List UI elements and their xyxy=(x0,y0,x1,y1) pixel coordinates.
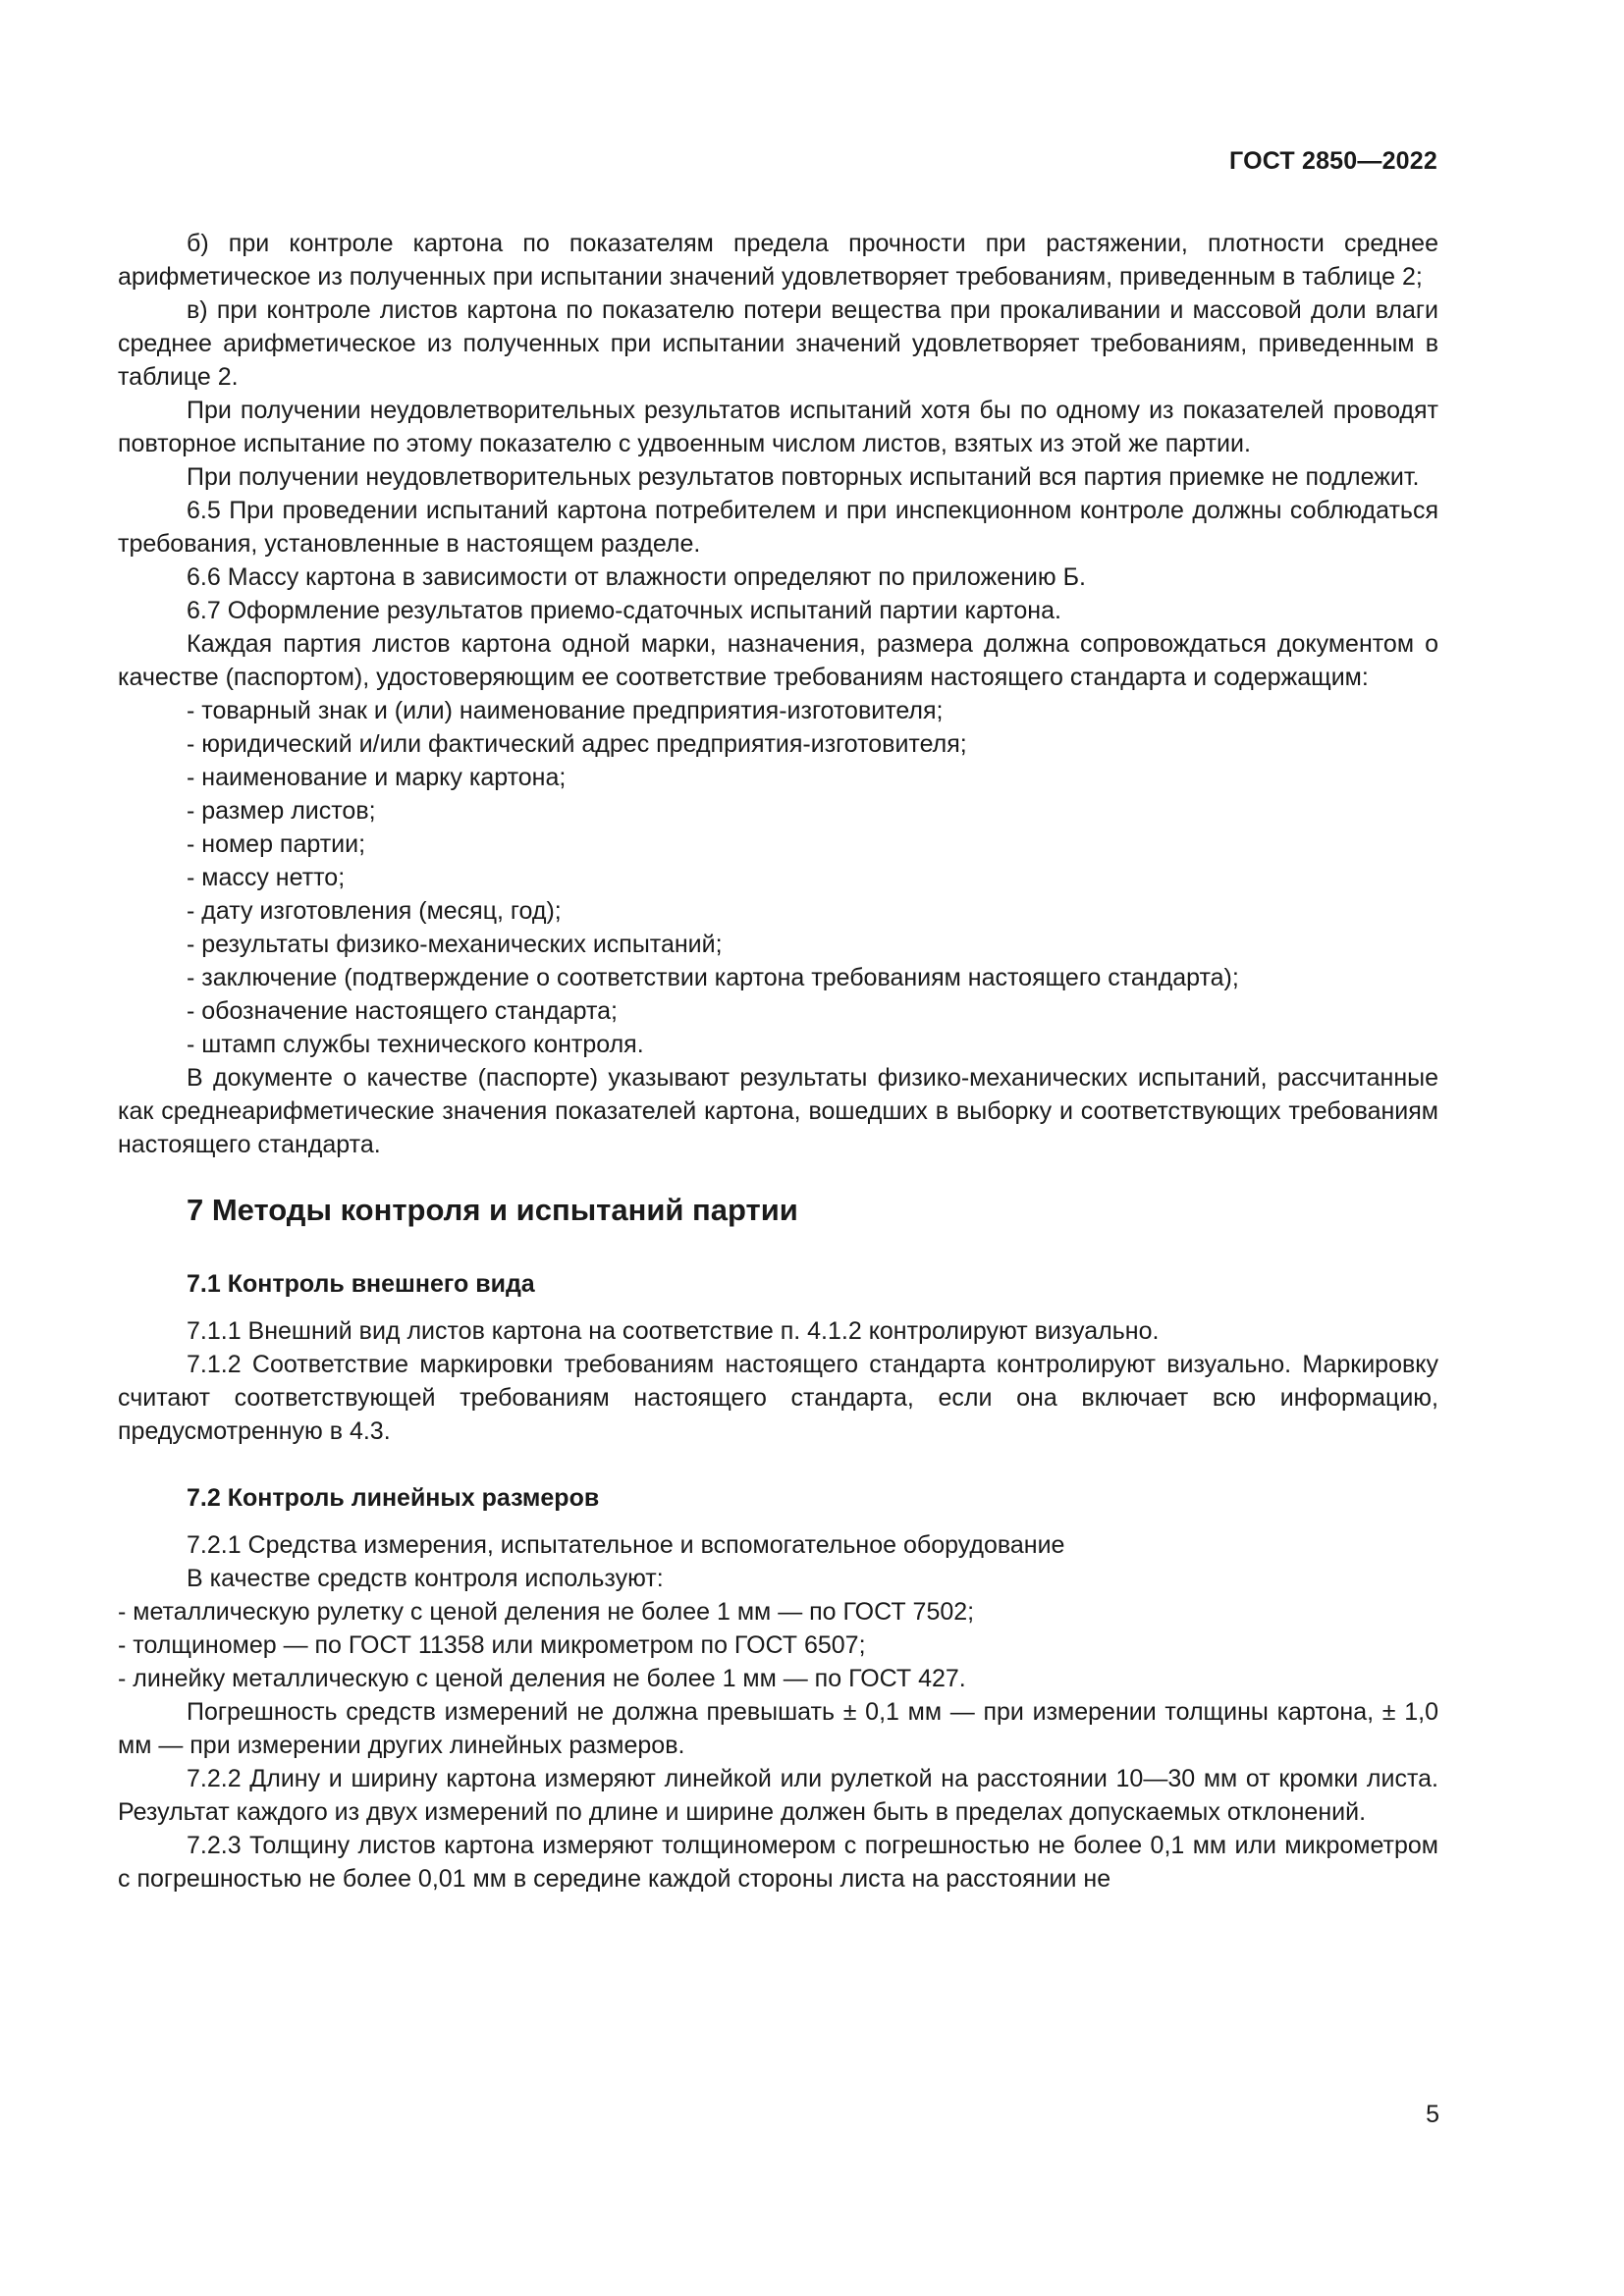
paragraph-measurement-error: Погрешность средств измерений не должна превышать ± 0,1 мм — при измерении толщины картона, ± 1,0 мм — при измерении других линейных размеров. xyxy=(118,1698,1438,1759)
paragraph-7-2-2: 7.2.2 Длину и ширину картона измеряют линейкой или рулеткой на расстоянии 10—30 мм от кромки листа. Результат каждого из двух измерений по длине и ширине должен быть в пределах допускаемых отклонений. xyxy=(118,1765,1438,1826)
page-number: 5 xyxy=(1426,2101,1439,2128)
paragraph-6-5: 6.5 При проведении испытаний картона потребителем и при инспекционном контроле должны соблюдаться требования, установленные в настоящем разделе. xyxy=(118,497,1438,558)
paragraph-b: б) при контроле картона по показателям предела прочности при растяжении, плотности среднее арифметическое из полученных при испытании значений удовлетворяет требованиям, приведенным в таблице 2; xyxy=(118,230,1438,291)
passport-contents-list xyxy=(118,694,1438,1061)
subsection-7-2-heading: 7.2 Контроль линейных размеров xyxy=(187,1484,600,1512)
list-item: - массу нетто; xyxy=(187,864,346,891)
document-code-header: ГОСТ 2850—2022 xyxy=(1229,147,1437,175)
paragraph-7-2-1-intro: В качестве средств контроля используют: xyxy=(187,1565,664,1592)
paragraph-passport-results: В документе о качестве (паспорте) указывают результаты физико-механических испытаний, рассчитанные как среднеарифметические значения показателей картона, вошедших в выборку и соответствующих требованиям настоящего стандарта. xyxy=(118,1064,1438,1158)
paragraph-v: в) при контроле листов картона по показателю потери вещества при прокаливании и массовой доли влаги среднее арифметическое из полученных при испытании значений удовлетворяет требованиям, приведенным в таблице 2. xyxy=(118,296,1438,391)
section-7-heading: 7 Методы контроля и испытаний партии xyxy=(187,1193,798,1227)
subsection-7-1-heading: 7.1 Контроль внешнего вида xyxy=(187,1270,535,1298)
list-item: - заключение (подтверждение о соответствии картона требованиям настоящего стандарта); xyxy=(187,964,1239,991)
list-item: - штамп службы технического контроля. xyxy=(187,1031,644,1058)
list-item: - линейку металлическую с ценой деления не более 1 мм — по ГОСТ 427. xyxy=(118,1665,966,1692)
list-item: - результаты физико-механических испытаний; xyxy=(187,931,723,958)
list-item: - дату изготовления (месяц, год); xyxy=(187,897,562,925)
list-item: - толщиномер — по ГОСТ 11358 или микрометром по ГОСТ 6507; xyxy=(118,1631,866,1659)
list-item: - наименование и марку картона; xyxy=(187,764,567,791)
list-item: - обозначение настоящего стандарта; xyxy=(187,997,618,1025)
list-item: - размер листов; xyxy=(187,797,376,825)
list-item: - юридический и/или фактический адрес предприятия-изготовителя; xyxy=(187,730,967,758)
list-item: - товарный знак и (или) наименование предприятия-изготовителя; xyxy=(187,697,944,724)
paragraph-passport: Каждая партия листов картона одной марки, назначения, размера должна сопровождаться документом о качестве (паспортом), удостоверяющим ее соответствие требованиям настоящего стандарта и содержащим: xyxy=(118,630,1438,691)
paragraph-rejection: При получении неудовлетворительных результатов повторных испытаний вся партия приемке не подлежит. xyxy=(187,463,1420,491)
paragraph-6-6: 6.6 Массу картона в зависимости от влажности определяют по приложению Б. xyxy=(187,563,1086,591)
measurement-tools-list xyxy=(118,1595,1438,1695)
list-item: - номер партии; xyxy=(187,830,366,858)
paragraph-7-1-2: 7.1.2 Соответствие маркировки требованиям настоящего стандарта контролируют визуально. Маркировку считают соответствующей требованиям настоящего стандарта, если она включает всю информацию, предусмотренную в 4.3. xyxy=(118,1351,1438,1445)
paragraph-retest: При получении неудовлетворительных результатов испытаний хотя бы по одному из показателей проводят повторное испытание по этому показателю с удвоенным числом листов, взятых из этой же партии. xyxy=(118,397,1438,457)
paragraph-6-7: 6.7 Оформление результатов приемо-сдаточных испытаний партии картона. xyxy=(187,597,1061,624)
paragraph-7-2-1: 7.2.1 Средства измерения, испытательное и вспомогательное оборудование xyxy=(187,1531,1065,1559)
list-item: - металлическую рулетку с ценой деления не более 1 мм — по ГОСТ 7502; xyxy=(118,1598,975,1626)
paragraph-7-1-1: 7.1.1 Внешний вид листов картона на соответствие п. 4.1.2 контролируют визуально. xyxy=(187,1317,1160,1345)
document-body xyxy=(118,227,1438,1896)
paragraph-7-2-3: 7.2.3 Толщину листов картона измеряют толщиномером с погрешностью не более 0,1 мм или микрометром с погрешностью не более 0,01 мм в середине каждой стороны листа на расстоянии не xyxy=(118,1832,1438,1893)
